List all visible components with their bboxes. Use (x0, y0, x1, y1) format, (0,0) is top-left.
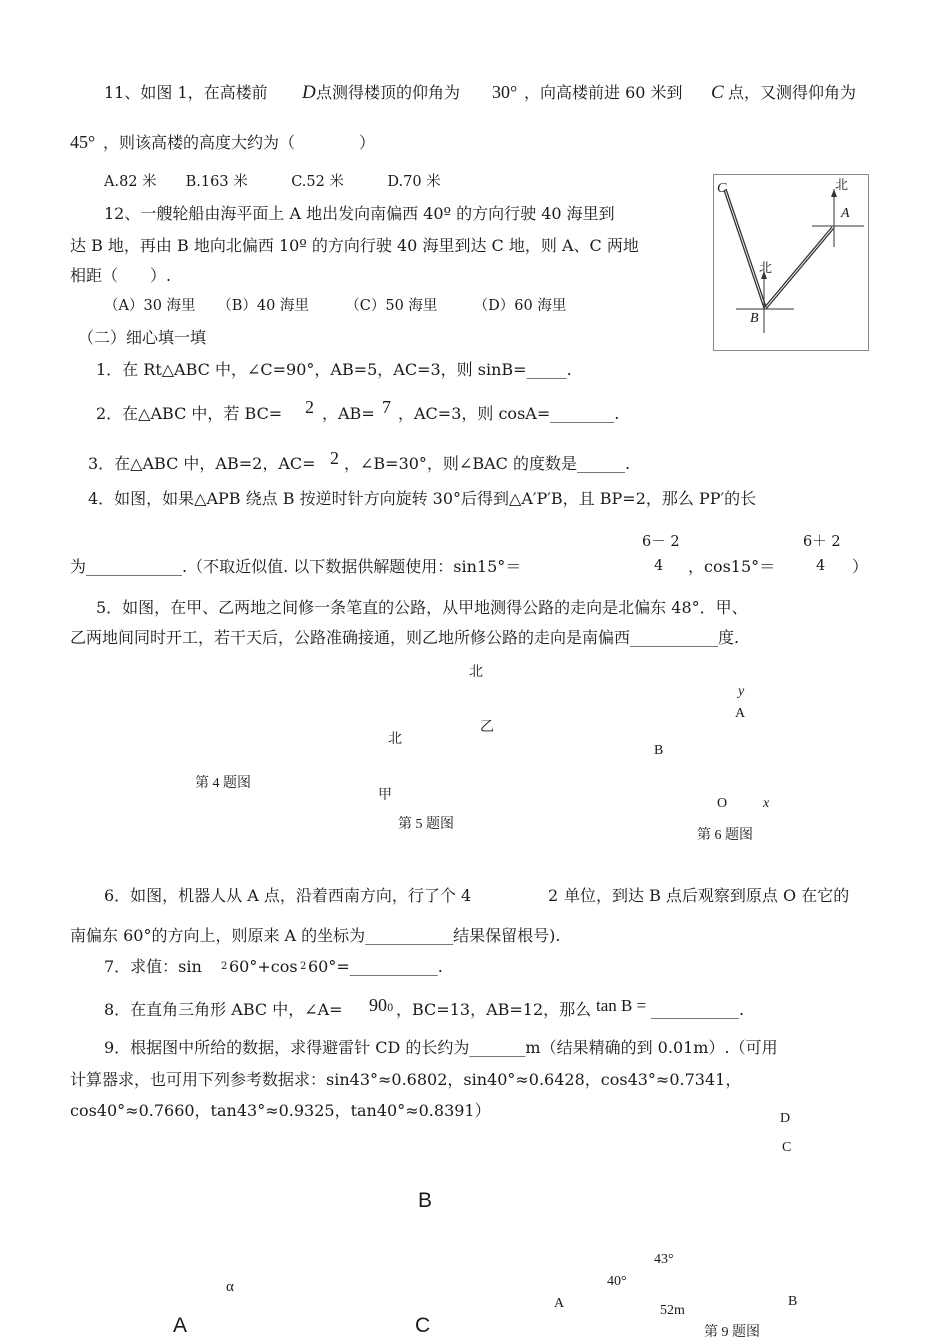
q11-line1-a: 11、如图 1，在高楼前 (104, 83, 268, 102)
fill-q6-line2: 南偏东 60°的方向上，则原来 A 的坐标为___________结果保留根号). (70, 926, 561, 945)
fig9-c: C (782, 1140, 792, 1155)
fill-q2-n1: 2 (305, 397, 314, 417)
fig9-angle43: 43° (654, 1252, 674, 1267)
fig9-angle40: 40° (607, 1274, 627, 1289)
fig5-north-top: 北 (469, 665, 483, 680)
fig9-caption: 第 9 题图 (704, 1325, 760, 1340)
section2-title: （二）细心填一填 (78, 328, 207, 347)
q11-line1-c: ，向高楼前进 60 米到 (524, 83, 683, 102)
bottom-alpha: α (226, 1279, 234, 1295)
fill-q3-n: 2 (330, 448, 339, 468)
q12-figure-label-a: A (841, 206, 850, 221)
fill-q8-sup: 0 (387, 1003, 394, 1014)
q11-var-c: C (711, 82, 724, 103)
fill-q7-a: 7．求值：sin (104, 957, 202, 976)
fill-q8-tan: tan B = (596, 996, 647, 1015)
q11-angle-45: 45° (70, 132, 96, 152)
fill-q4-line1: 4．如图，如果△APB 绕点 B 按逆时针方向旋转 30°后得到△A′P′B，且 BP=2，那么 PP′的长 (88, 489, 757, 508)
fill-q4-frac2-num: 6＋ 2 (803, 534, 841, 550)
bottom-a: A (173, 1314, 188, 1337)
fill-q4-line2-a: 为____________.（不取近似值. 以下数据供解题使用：sin15°＝ (70, 557, 522, 576)
fig5-yi: 乙 (480, 720, 494, 735)
q12-figure-label-b: B (750, 311, 759, 326)
q11-line1-d: 点，又测得仰角为 (728, 83, 857, 102)
fill-q8-angle: 90 (369, 995, 387, 1015)
fill-q4-line2-b: ，cos15°＝ (688, 557, 776, 576)
q11-angle-30: 30° (492, 82, 518, 102)
fill-q9-line3: cos40°≈0.7660，tan43°≈0.9325，tan40°≈0.8391） (70, 1101, 491, 1120)
fill-q8-c: ___________. (651, 1000, 745, 1019)
fill-q2-c: ，AC=3，则 cosA=________. (398, 404, 620, 423)
q12-figure-north-2: 北 (759, 261, 773, 276)
q11-options: A.82 米 B.163 米 C.52 米 D.70 米 (104, 174, 441, 190)
fill-q2-b: ，AB= (322, 404, 375, 423)
fill-q3-b: ，∠B=30°，则∠BAC 的度数是______. (344, 454, 631, 473)
fill-q7-b: 60°+cos (229, 957, 298, 976)
fig4-caption: 第 4 题图 (195, 776, 251, 791)
fill-q4-line2-c: ） (852, 557, 869, 576)
fill-q8-a: 8．在直角三角形 ABC 中，∠A= (104, 1000, 343, 1019)
fill-q9-line1: 9．根据图中所给的数据，求得避雷针 CD 的长约为_______m（结果精确的到 0.01m）.（可用 (104, 1038, 778, 1057)
fill-q6-line1-a: 6．如图，机器人从 A 点，沿着西南方向，行了个 4 (104, 886, 472, 905)
fill-q3-a: 3．在△ABC 中，AB=2，AC= (88, 454, 316, 473)
q12-figure-lines (714, 175, 868, 350)
q12-options: （A）30 海里 （B）40 海里 （C）50 海里 （D）60 海里 (104, 298, 567, 314)
fig6-y: y (738, 684, 745, 699)
q12-figure-north-1: 北 (835, 178, 849, 193)
fig5-north-left: 北 (388, 732, 402, 747)
fill-q4-frac2-den: 4 (816, 558, 826, 574)
q12-figure-label-c: C (717, 181, 727, 196)
fig9-b: B (788, 1294, 798, 1309)
fig5-caption: 第 5 题图 (398, 817, 454, 832)
fig9-d: D (780, 1111, 791, 1126)
fig6-o: O (717, 796, 728, 811)
bottom-c: C (415, 1314, 431, 1337)
fig6-a: A (735, 706, 746, 721)
fill-q1: 1．在 Rt△ABC 中，∠C=90°，AB=5，AC=3，则 sinB=_____. (96, 360, 572, 379)
fig5-jia: 甲 (378, 788, 392, 803)
bottom-b: B (418, 1189, 433, 1212)
fill-q5-line2: 乙两地间同时开工，若干天后，公路准确接通，则乙地所修公路的走向是南偏西___________度. (70, 628, 740, 647)
fig9-a: A (554, 1296, 565, 1311)
q12-line2: 达 B 地，再由 B 地向北偏西 10º 的方向行驶 40 海里到达 C 地，则 A、C 两地 (70, 236, 639, 255)
fig6-b: B (654, 743, 664, 758)
fill-q7-c: 60°=___________. (308, 957, 443, 976)
fill-q7-sup2: 2 (300, 961, 307, 972)
fill-q6-line1-n: 2 (548, 886, 559, 905)
fill-q7-sup1: 2 (221, 961, 228, 972)
q11-line2: ，则该高楼的高度大约为（ ） (103, 133, 376, 152)
fill-q6-line1-b: 单位，到达 B 点后观察到原点 O 在它的 (564, 886, 850, 905)
fig9-len: 52m (660, 1303, 685, 1318)
q11-var-d: D (302, 82, 316, 103)
q11-line1-b: 点测得楼顶的仰角为 (316, 83, 461, 102)
q12-figure (713, 174, 869, 351)
fill-q4-frac1-num: 6－ 2 (642, 534, 680, 550)
fill-q5-line1: 5．如图，在甲、乙两地之间修一条笔直的公路，从甲地测得公路的走向是北偏东 48°．甲、 (96, 598, 748, 617)
fill-q8-b: ，BC=13，AB=12，那么 (396, 1000, 592, 1019)
fill-q2-n2: 7 (382, 397, 391, 417)
fill-q4-frac1-den: 4 (654, 558, 664, 574)
q12-line1: 12、一艘轮船由海平面上 A 地出发向南偏西 40º 的方向行驶 40 海里到 (104, 204, 615, 223)
fig6-caption: 第 6 题图 (697, 828, 753, 843)
q12-line3: 相距（ ）. (70, 266, 172, 285)
fill-q9-line2: 计算器求，也可用下列参考数据求：sin43°≈0.6802，sin40°≈0.6428，cos43°≈0.7341， (70, 1070, 742, 1089)
fill-q2-a: 2．在△ABC 中，若 BC= (96, 404, 283, 423)
fig6-x: x (763, 796, 770, 811)
